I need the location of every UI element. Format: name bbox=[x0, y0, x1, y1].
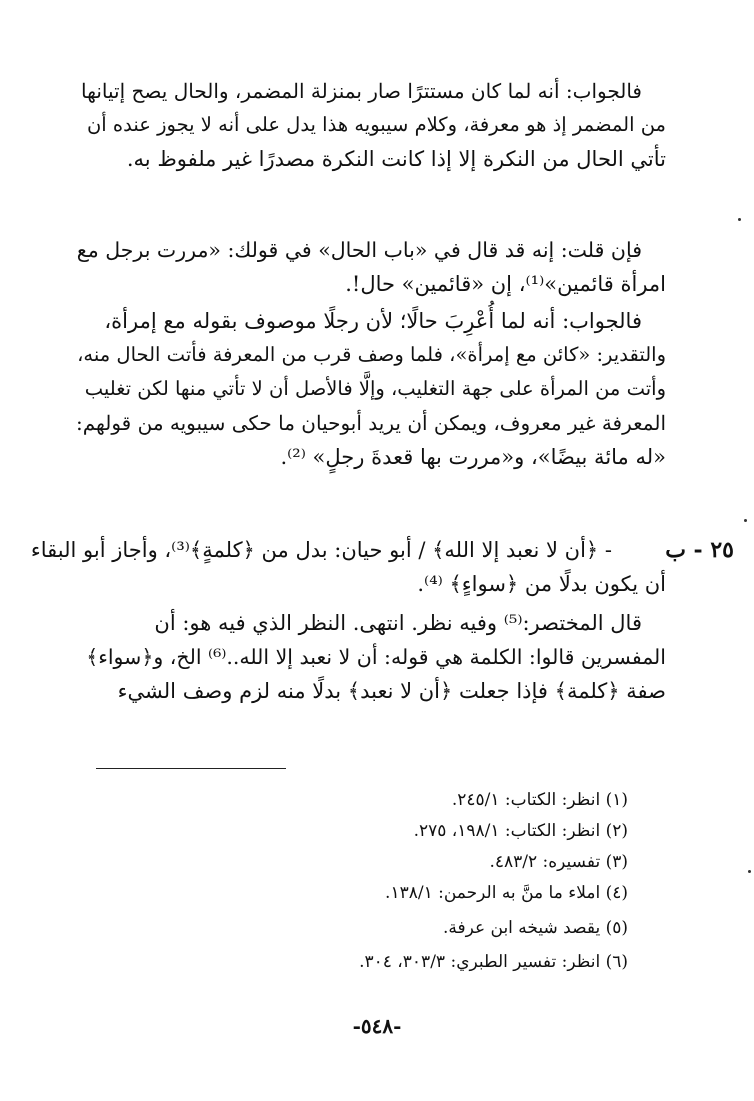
paragraph-3-line-2: والتقدير: «كائن مع إمرأة»، فلما وصف قرب من المعرفة فأتت الحال منه، bbox=[77, 343, 666, 366]
verse-heading-line: - ﴿أن لا نعبد إلا الله﴾ / أبو حيان: بدل من ﴿كلمةٍ﴾⁽³⁾، وأجاز أبو البقاء bbox=[30, 538, 612, 562]
paragraph-5-line-3: صفة ﴿كلمة﴾ فإذا جعلت ﴿أن لا نعبد﴾ بدلًا منه لزم وصف الشيء bbox=[117, 679, 666, 703]
scan-speck bbox=[738, 218, 741, 221]
margin-folio-marker: ٢٥ - ب bbox=[665, 537, 734, 563]
paragraph-1-line-2: من المضمر إذ هو معرفة، وكلام سيبويه هذا يدل على أنه لا يجوز عنده أن bbox=[86, 113, 666, 136]
paragraph-3-line-4: المعرفة غير معروف، ويمكن أن يريد أبوحيان ما حكى سيبويه من قولهم: bbox=[75, 411, 666, 435]
scan-speck bbox=[748, 870, 751, 873]
footnote-5: (٥) يقصد شيخه ابن عرفة. bbox=[442, 918, 628, 938]
paragraph-5-line-2: المفسرين قالوا: الكلمة هي قوله: أن لا نعبد إلا الله..⁽⁶⁾ الخ، و﴿سواء﴾ bbox=[86, 645, 666, 669]
footnote-4: (٤) املاء ما منَّ به الرحمن: ١٣٨/١. bbox=[385, 883, 628, 903]
paragraph-2-line-1: فإن قلت: إنه قد قال في «باب الحال» في قولك: «مررت برجل مع bbox=[76, 238, 642, 262]
paragraph-3-line-3: وأتت من المرأة على جهة التغليب، وإلَّا فالأصل أن لا تأتي منها لكن تغليب bbox=[84, 377, 666, 400]
paragraph-4-line-2: أن يكون بدلًا من ﴿سواءٍ﴾ ⁽⁴⁾. bbox=[417, 572, 666, 596]
footnote-separator bbox=[96, 768, 286, 769]
scan-speck bbox=[744, 519, 747, 522]
footnote-2: (٢) انظر: الكتاب: ١٩٨/١، ٢٧٥. bbox=[413, 821, 628, 841]
paragraph-3-line-1: فالجواب: أنه لما أُعْرِبَ حالًا؛ لأن رجلًا موصوف بقوله مع إمرأة، bbox=[104, 309, 642, 333]
paragraph-1-line-1: فالجواب: أنه لما كان مستترًا صار بمنزلة المضمر، والحال يصح إتيانها bbox=[81, 79, 642, 103]
paragraph-3-line-5: «له مائة بيضًا»، و«مررت بها قعدةَ رجلٍ» ⁽²⁾. bbox=[280, 445, 666, 469]
paragraph-5-line-1: قال المختصر:⁽⁵⁾ وفيه نظر. انتهى. النظر الذي فيه هو: أن bbox=[154, 611, 642, 635]
paragraph-2-line-2: امرأة قائمين»⁽¹⁾، إن «قائمين» حال!. bbox=[345, 272, 666, 296]
footnote-1: (١) انظر: الكتاب: ٢٤٥/١. bbox=[451, 790, 628, 810]
footnote-3: (٣) تفسيره: ٤٨٣/٢. bbox=[489, 852, 628, 872]
paragraph-1-line-3: تأتي الحال من النكرة إلا إذا كانت النكرة مصدرًا غير ملفوظ به. bbox=[126, 147, 666, 171]
page-number: -٥٤٨- bbox=[352, 1014, 402, 1038]
footnote-6: (٦) انظر: تفسير الطبري: ٣٠٣/٣، ٣٠٤. bbox=[359, 952, 628, 972]
